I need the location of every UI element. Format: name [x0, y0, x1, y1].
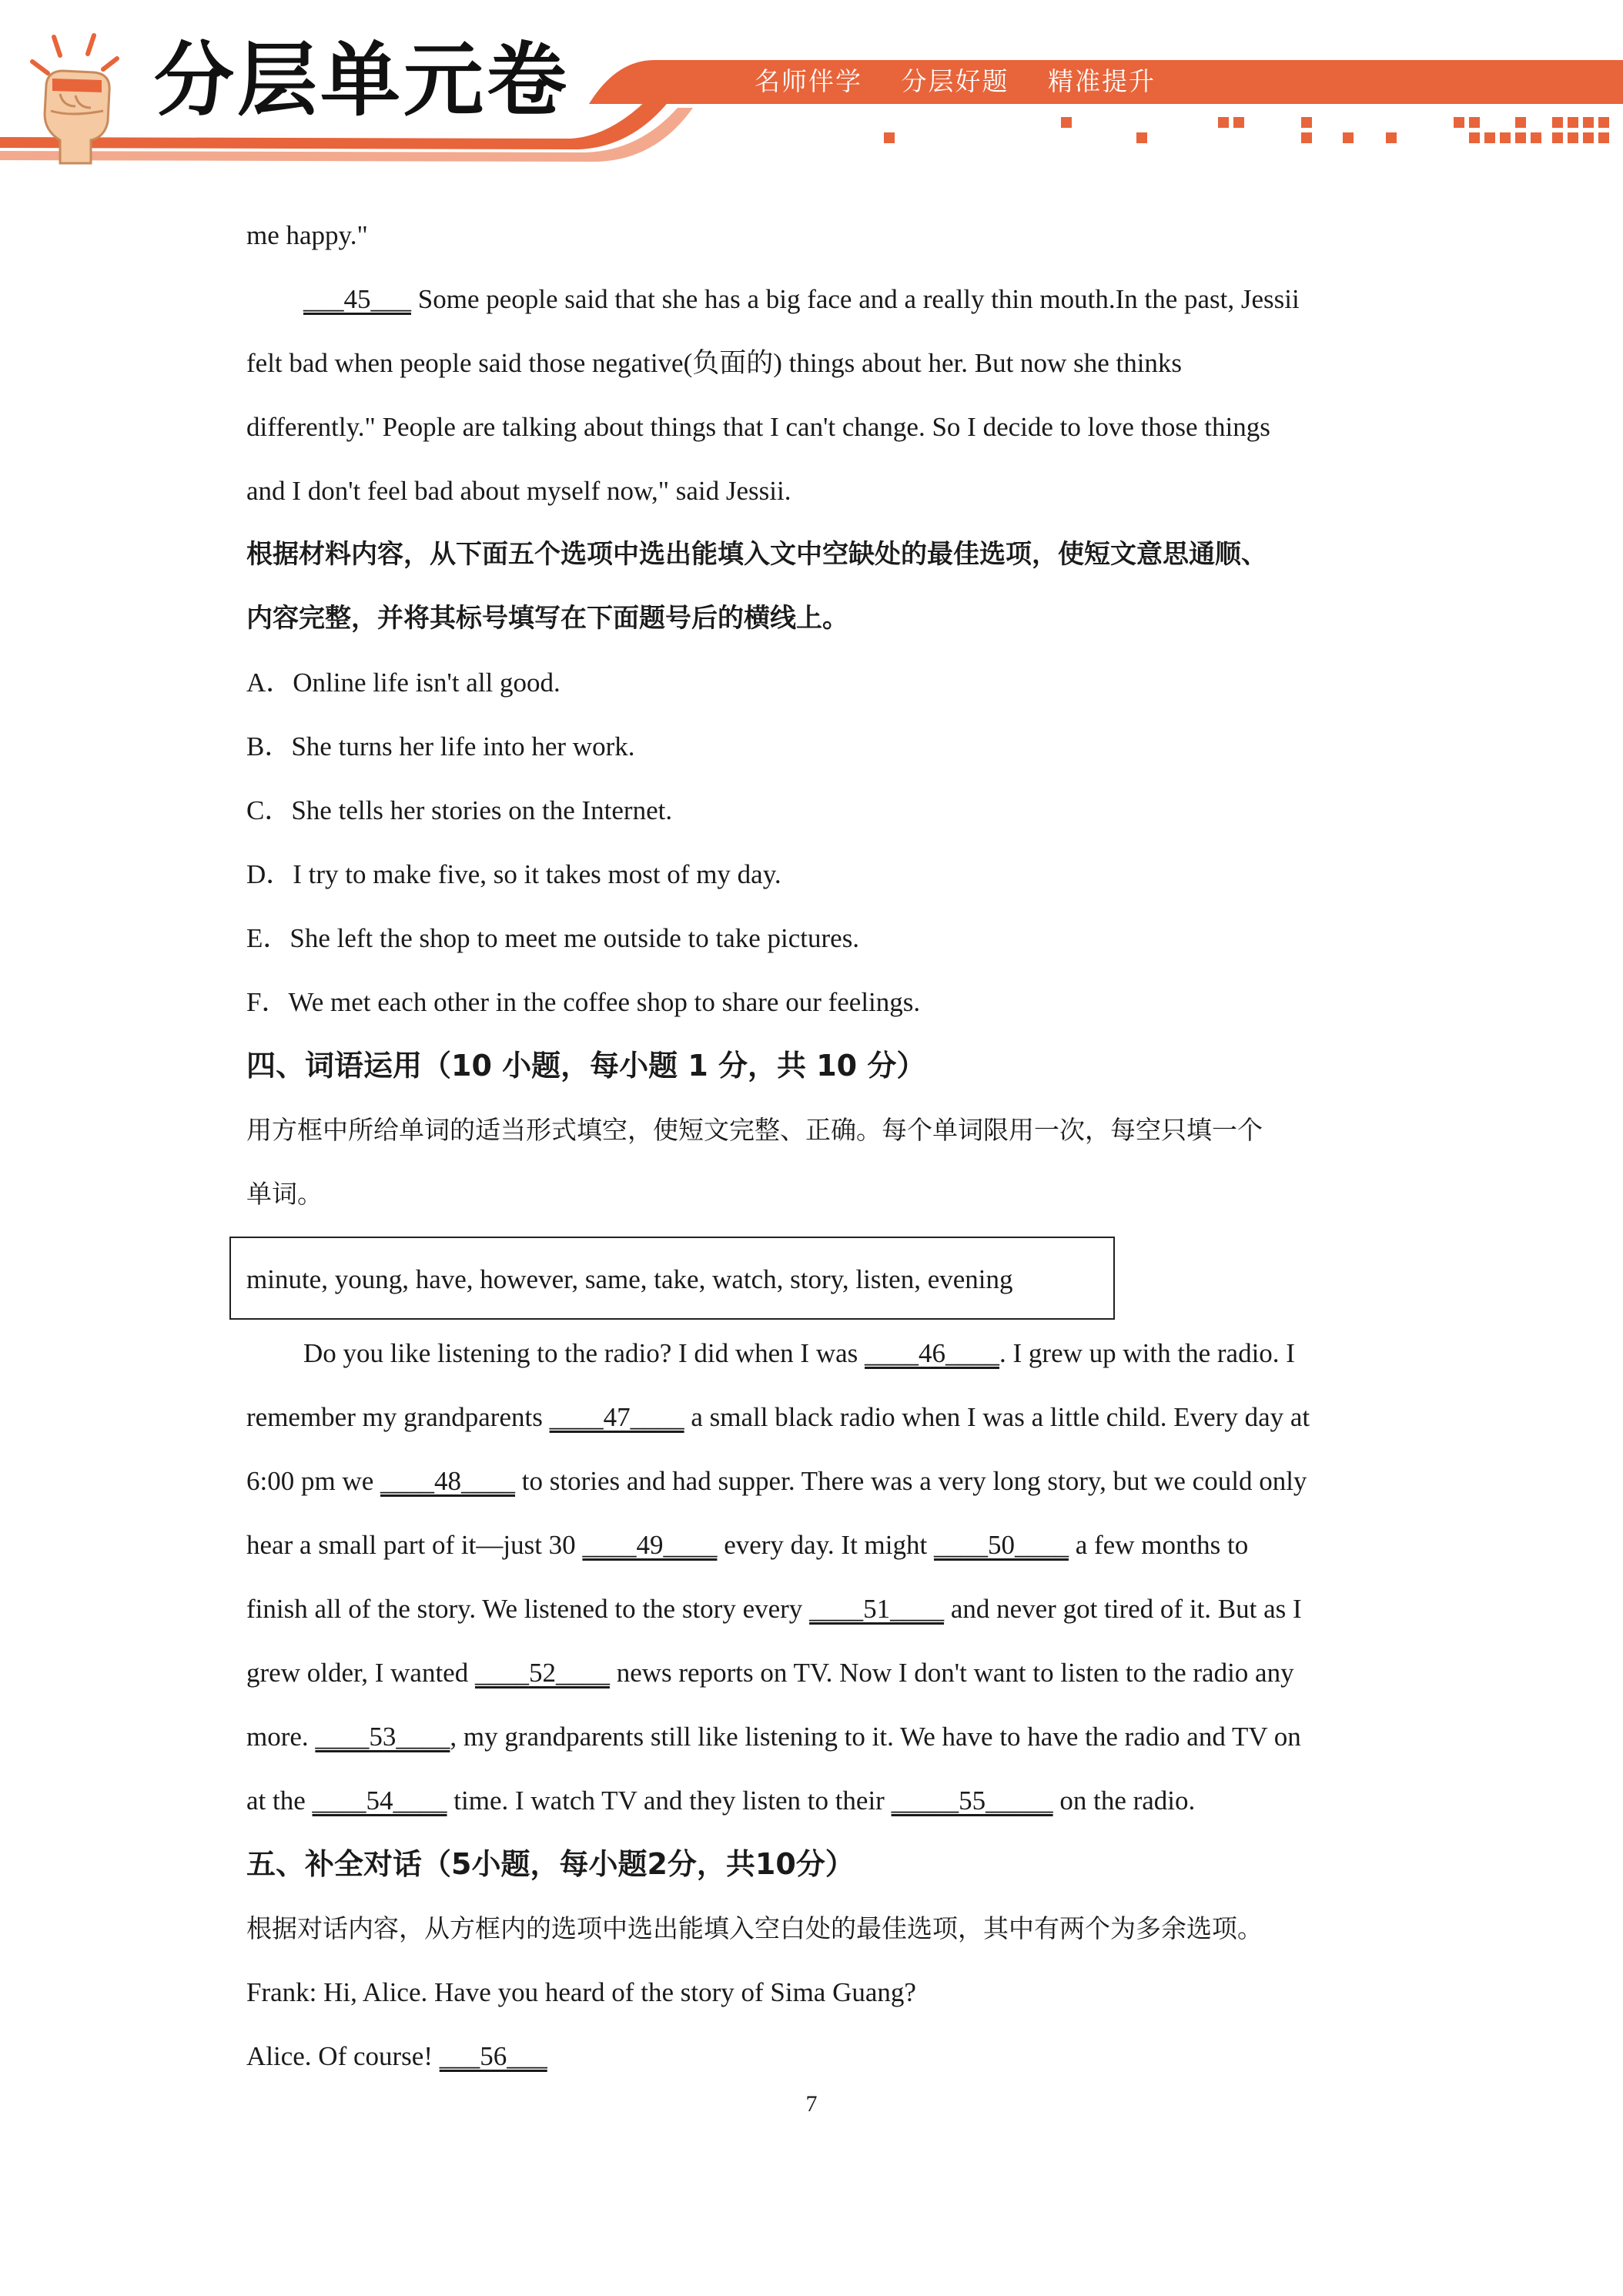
option-a: A．Online life isn't all good.: [246, 668, 561, 698]
slogan-item: 分层好题: [901, 66, 1009, 96]
brand-title: 分层单元卷: [154, 33, 571, 127]
fist-icon: [17, 31, 132, 169]
option-b: B．She turns her life into her work.: [246, 731, 635, 761]
cloze-text: every day. It might: [717, 1530, 934, 1560]
cloze-text: time. I watch TV and they listen to their: [447, 1786, 892, 1816]
passage-line: felt bad when people said those negative(负面的) things about her. But now she thinks: [246, 348, 1183, 378]
cloze-text: news reports on TV. Now I don't want to listen to the radio any: [609, 1658, 1294, 1688]
instruction-line: 根据材料内容，从下面五个选项中选出能填入文中空缺处的最佳选项，使短文意思通顺、: [246, 539, 1267, 570]
option-e: E．She left the shop to meet me outside to take pictures.: [246, 923, 860, 953]
slogan-item: 精准提升: [1048, 66, 1156, 96]
cloze-line: [246, 1449, 1401, 1513]
option-f: F．We met each other in the coffee shop to share our feelings.: [246, 987, 921, 1017]
slogan-item: 名师伴学: [755, 66, 862, 96]
section-instruction: 单词。: [246, 1179, 323, 1209]
answer-blank-51[interactable]: ____51____: [809, 1594, 945, 1624]
cloze-line: [246, 1705, 1401, 1769]
cloze-text: a small black radio when I was a little child. Every day at: [684, 1402, 1310, 1432]
passage-line: me happy.": [246, 220, 368, 250]
cloze-text: and never got tired of it. But as I: [944, 1594, 1302, 1624]
option-c: C．She tells her stories on the Internet.: [246, 795, 673, 825]
passage-line: and I don't feel bad about myself now," said Jessii.: [246, 476, 791, 506]
answer-blank-55[interactable]: _____55_____: [891, 1786, 1053, 1816]
answer-blank-50[interactable]: ____50____: [933, 1530, 1069, 1560]
word-box: minute, young, have, however, same, take, watch, story, listen, evening: [229, 1237, 1115, 1320]
cloze-text: at the: [246, 1786, 313, 1816]
cloze-text: to stories and had supper. There was a very long story, but we could only: [515, 1466, 1307, 1496]
answer-blank-49[interactable]: ____49____: [582, 1530, 718, 1560]
section-heading-4: 四、词语运用（10 小题，每小题 1 分，共 10 分）: [246, 1049, 926, 1083]
option-d: D．I try to make five, so it takes most of my day.: [246, 859, 781, 889]
answer-blank-47[interactable]: ____47____: [549, 1402, 684, 1432]
cloze-text: , my grandparents still like listening to it. We have to have the radio and TV on: [450, 1722, 1301, 1752]
cloze-line: [246, 1769, 1401, 1832]
instruction-line: 内容完整，并将其标号填写在下面题号后的横线上。: [246, 603, 848, 634]
cloze-text: remember my grandparents: [246, 1402, 550, 1432]
section-heading-5: 五、补全对话（5小题，每小题2分，共10分）: [246, 1847, 855, 1881]
passage-text: Some people said that she has a big face and a really thin mouth.In the past, Jessii: [411, 284, 1300, 314]
cloze-line: [246, 1385, 1401, 1449]
answer-blank-56[interactable]: ___56___: [439, 2041, 547, 2071]
cloze-text: more.: [246, 1722, 316, 1752]
passage-line: differently." People are talking about things that I can't change. So I decide to love those things: [246, 412, 1270, 442]
passage-line-q45: [246, 267, 1401, 331]
cloze-text: finish all of the story. We listened to the story every: [246, 1594, 810, 1624]
dialogue-line-alice: [246, 2024, 1401, 2088]
answer-blank-52[interactable]: ____52____: [474, 1658, 610, 1688]
cloze-text: hear a small part of it—just 30: [246, 1530, 583, 1560]
dialogue-text: Alice. Of course!: [246, 2041, 440, 2071]
cloze-text: a few months to: [1068, 1530, 1249, 1560]
answer-blank-45[interactable]: ___45___: [303, 284, 411, 314]
cloze-text: Do you like listening to the radio? I did when I was: [303, 1338, 865, 1368]
dialogue-line-frank: Frank: Hi, Alice. Have you heard of the story of Sima Guang?: [246, 1977, 916, 2007]
answer-blank-53[interactable]: ____53____: [315, 1722, 450, 1752]
page-header: [0, 0, 1623, 177]
cloze-text: 6:00 pm we: [246, 1466, 381, 1496]
cloze-text: . I grew up with the radio. I: [999, 1338, 1295, 1368]
answer-blank-54[interactable]: ____54____: [312, 1786, 447, 1816]
cloze-line: [246, 1577, 1401, 1641]
header-slogan: [755, 62, 1185, 98]
cloze-line: [246, 1513, 1401, 1577]
cloze-text: on the radio.: [1052, 1786, 1196, 1816]
cloze-line: [246, 1321, 1401, 1385]
section-instruction: 用方框中所给单词的适当形式填空，使短文完整、正确。每个单词限用一次，每空只填一个: [246, 1115, 1263, 1145]
answer-blank-46[interactable]: ____46____: [865, 1338, 1000, 1368]
cloze-text: grew older, I wanted: [246, 1658, 475, 1688]
section-instruction: 根据对话内容，从方框内的选项中选出能填入空白处的最佳选项，其中有两个为多余选项。: [246, 1913, 1263, 1943]
answer-blank-48[interactable]: ____48____: [380, 1466, 516, 1496]
page-content: [246, 203, 1401, 2088]
cloze-line: [246, 1641, 1401, 1705]
page-number: 7: [805, 2091, 818, 2117]
